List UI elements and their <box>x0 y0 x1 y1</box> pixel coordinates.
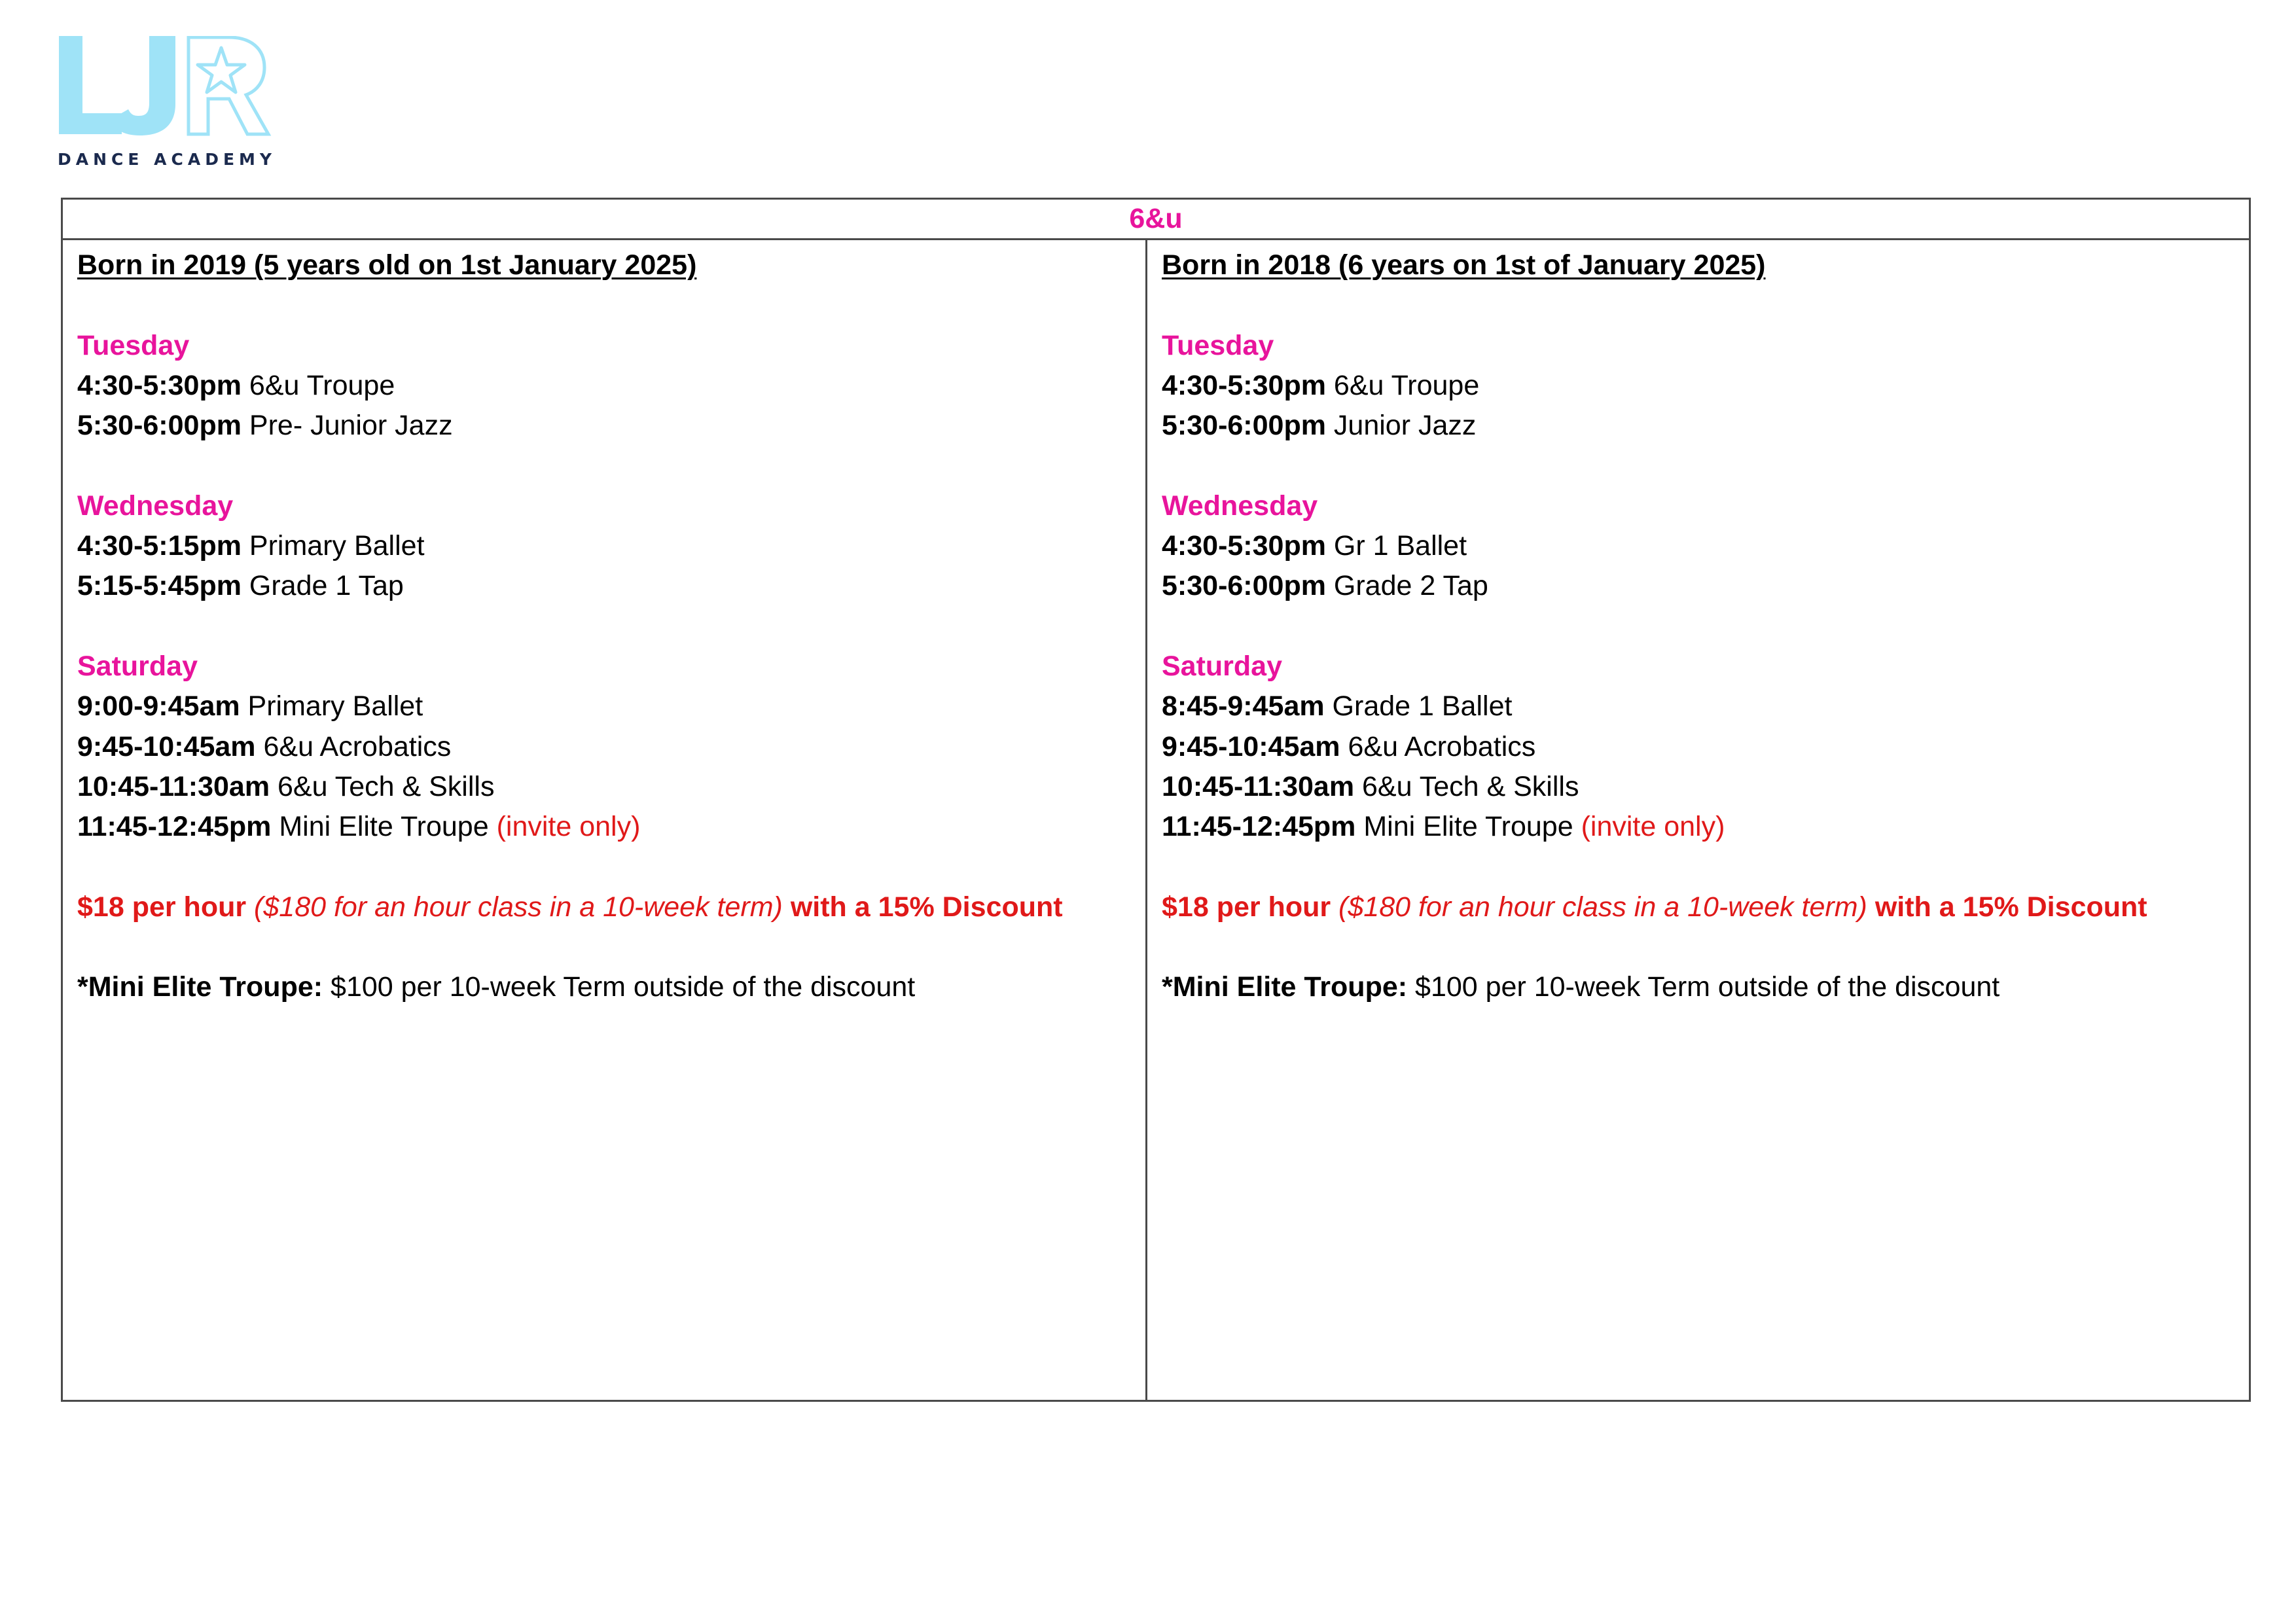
class-row <box>77 807 1131 847</box>
pricing-discount: with a 15% Discount <box>1874 891 2147 923</box>
class-name: Pre- Junior Jazz <box>249 410 453 442</box>
class-row <box>77 566 1131 606</box>
pricing-detail: ($180 for an hour class in a 10-week term) <box>254 891 783 923</box>
class-name: 6&u Acrobatics <box>263 730 452 762</box>
class-row <box>1162 526 2234 566</box>
day-row <box>77 326 1131 366</box>
class-row <box>1162 406 2234 446</box>
elite-text: $100 per 10-week Term outside of the discount <box>331 971 916 1003</box>
class-time: 8:45-9:45am <box>1162 690 1325 722</box>
class-name: Primary Ballet <box>249 530 425 562</box>
class-name: 6&u Troupe <box>1333 369 1480 401</box>
class-name: Grade 1 Tap <box>249 570 404 602</box>
class-row <box>1162 767 2234 807</box>
timetable-title: 6&u <box>63 200 2249 240</box>
class-time: 5:30-6:00pm <box>1162 570 1326 602</box>
class-note: (invite only) <box>1581 811 1725 843</box>
pricing-detail: ($180 for an hour class in a 10-week term) <box>1338 891 1867 923</box>
class-time: 5:15-5:45pm <box>77 570 242 602</box>
day-row <box>1162 486 2234 526</box>
class-name: Mini Elite Troupe <box>1363 811 1573 843</box>
column-heading-text: Born in 2018 (6 years on 1st of January 2025) <box>1162 249 1766 281</box>
class-row <box>77 767 1131 807</box>
class-name: 6&u Acrobatics <box>1348 730 1536 762</box>
ljr-logo-mark <box>58 36 274 141</box>
pricing-rate: $18 per hour <box>1162 891 1331 923</box>
class-row <box>1162 566 2234 606</box>
class-name: Grade 1 Ballet <box>1332 690 1513 722</box>
elite-text: $100 per 10-week Term outside of the discount <box>1415 971 2000 1003</box>
elite-row <box>1162 967 2234 1007</box>
class-time: 9:45-10:45am <box>1162 730 1340 762</box>
spacer <box>1162 607 2234 647</box>
class-name: 6&u Tech & Skills <box>1362 770 1579 802</box>
class-row <box>1162 807 2234 847</box>
spacer <box>77 847 1131 887</box>
spacer <box>77 285 1131 325</box>
day-label: Saturday <box>1162 650 1283 682</box>
spacer <box>1162 285 2234 325</box>
spacer <box>77 607 1131 647</box>
spacer <box>1162 847 2234 887</box>
pricing-row <box>1162 887 2234 927</box>
class-name: 6&u Tech & Skills <box>278 770 495 802</box>
timetable <box>61 198 2251 1402</box>
spacer <box>77 927 1131 967</box>
class-row <box>1162 727 2234 767</box>
academy-logo <box>58 36 277 173</box>
star-icon <box>198 48 245 92</box>
day-label: Saturday <box>77 650 198 682</box>
column-heading <box>77 245 1131 285</box>
class-time: 5:30-6:00pm <box>77 410 242 442</box>
day-label: Tuesday <box>77 329 190 361</box>
class-time: 5:30-6:00pm <box>1162 410 1326 442</box>
elite-label: *Mini Elite Troupe: <box>77 971 323 1003</box>
class-row <box>1162 366 2234 406</box>
class-row <box>1162 687 2234 726</box>
logo-subtitle: DANCE ACADEMY <box>58 150 277 169</box>
class-time: 10:45-11:30am <box>77 770 270 802</box>
day-row <box>1162 647 2234 687</box>
pricing-row <box>77 887 1131 927</box>
day-row <box>77 486 1131 526</box>
class-time: 9:00-9:45am <box>77 690 240 722</box>
class-name: Grade 2 Tap <box>1333 570 1488 602</box>
class-time: 4:30-5:30pm <box>77 369 242 401</box>
column-born-2018 <box>1147 240 2249 1400</box>
class-time: 11:45-12:45pm <box>1162 811 1356 843</box>
class-row <box>77 406 1131 446</box>
pricing-rate: $18 per hour <box>77 891 247 923</box>
elite-row <box>77 967 1131 1007</box>
column-heading <box>1162 245 2234 285</box>
pricing-discount: with a 15% Discount <box>790 891 1063 923</box>
day-label: Wednesday <box>77 490 234 522</box>
column-born-2019 <box>63 240 1147 1400</box>
class-note: (invite only) <box>496 811 641 843</box>
day-row <box>1162 326 2234 366</box>
class-row <box>77 366 1131 406</box>
class-name: Primary Ballet <box>247 690 423 722</box>
class-time: 4:30-5:30pm <box>1162 369 1326 401</box>
class-name: 6&u Troupe <box>249 369 395 401</box>
class-name: Mini Elite Troupe <box>279 811 489 843</box>
spacer <box>77 446 1131 486</box>
class-name: Gr 1 Ballet <box>1333 530 1467 562</box>
day-row <box>77 647 1131 687</box>
class-row <box>77 687 1131 726</box>
class-name: Junior Jazz <box>1333 410 1477 442</box>
spacer <box>1162 446 2234 486</box>
day-label: Tuesday <box>1162 329 1274 361</box>
elite-label: *Mini Elite Troupe: <box>1162 971 1408 1003</box>
class-time: 10:45-11:30am <box>1162 770 1355 802</box>
column-heading-text: Born in 2019 (5 years old on 1st January 2025) <box>77 249 697 281</box>
class-time: 9:45-10:45am <box>77 730 256 762</box>
day-label: Wednesday <box>1162 490 1318 522</box>
class-row <box>77 727 1131 767</box>
class-time: 11:45-12:45pm <box>77 811 272 843</box>
class-time: 4:30-5:30pm <box>1162 530 1326 562</box>
class-time: 4:30-5:15pm <box>77 530 242 562</box>
spacer <box>1162 927 2234 967</box>
class-row <box>77 526 1131 566</box>
